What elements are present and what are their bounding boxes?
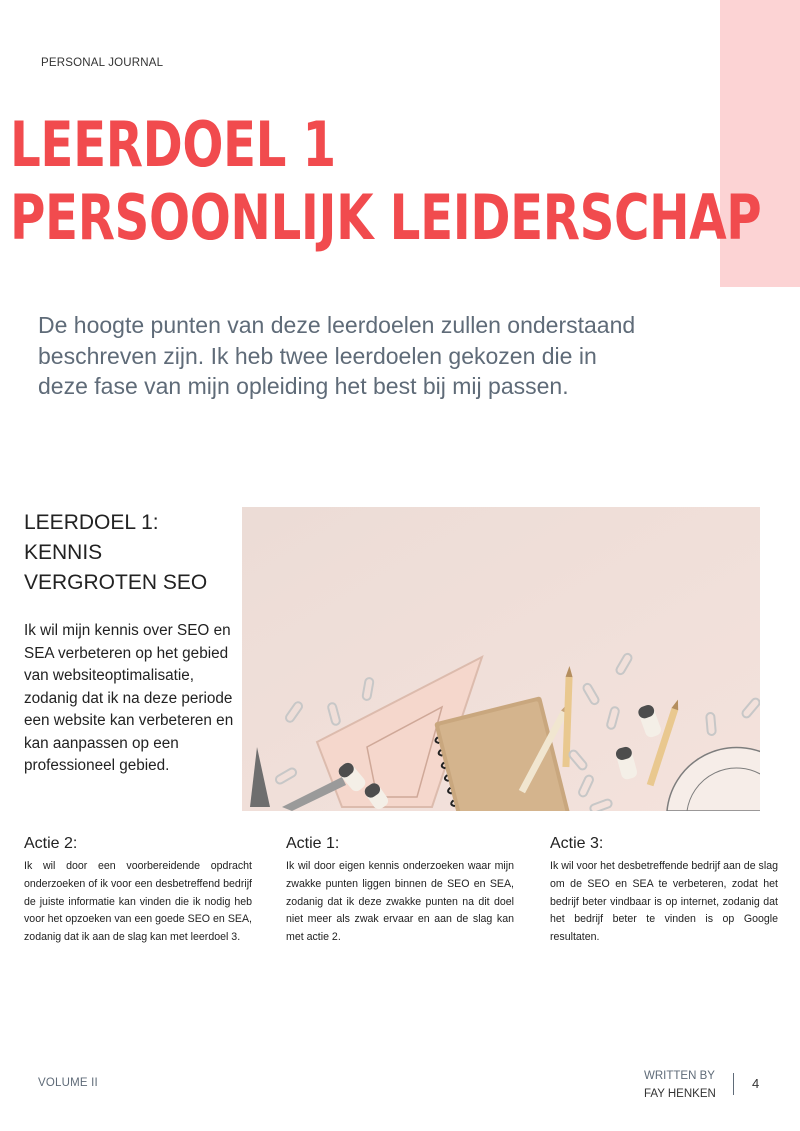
action-3-column <box>550 834 778 947</box>
page-number: 4 <box>752 1076 760 1091</box>
journal-label: PERSONAL JOURNAL <box>41 57 164 69</box>
goal-description: Ik wil mijn kennis over SEO en SEA verbeteren op het gebied van websiteoptimalisatie, zodanig dat ik na deze periode een website kan verbeteren en kan aanpassen op een professioneel gebied. <box>24 622 234 774</box>
action-3-text: Ik wil voor het desbetreffende bedrijf aan de slag om de SEO en SEA te verbeteren, zodat het bedrijf beter vindbaar is op internet, zodanig dat het bedrijf beter te vinden is op Google resultaten. <box>550 860 778 944</box>
page-title <box>10 108 761 254</box>
desk-supplies-photo <box>242 507 760 811</box>
action-2-column <box>24 834 252 947</box>
action-2-title: Actie 2: <box>24 835 78 852</box>
action-1-text: Ik wil door eigen kennis onderzoeken waar mijn zwakke punten liggen binnen de SEO en SEA, zodanig dat ik deze zwakke punten na dit doel niet meer als zwak ervaar en aan de slag kan met actie 2. <box>286 860 514 944</box>
goal-heading <box>24 508 234 598</box>
goal-heading-line-3: VERGROTEN SEO <box>24 571 208 594</box>
author-name: FAY HENKEN <box>644 1088 716 1100</box>
action-1-title: Actie 1: <box>286 835 340 852</box>
volume-label: VOLUME II <box>38 1077 98 1089</box>
action-3-title: Actie 3: <box>550 835 604 852</box>
goal-heading-line-2: KENNIS <box>24 541 103 564</box>
written-by-label: WRITTEN BY <box>644 1070 715 1082</box>
goal-heading-line-1: LEERDOEL 1: <box>24 511 159 534</box>
action-2-text: Ik wil door een voorbereidende opdracht onderzoeken of ik voor een desbetreffend bedrijf de juiste informatie kan vinden die ik nodig heb voor het opzoeken van een goede SEO en SEA, zodanig dat ik aan de slag kan met leerdoel 3. <box>24 860 252 944</box>
intro-paragraph: De hoogte punten van deze leerdoelen zullen onderstaand beschreven zijn. Ik heb twee leerdoelen gekozen die in deze fase van mijn opleiding het best bij mij passen. <box>38 312 636 399</box>
footer-divider <box>733 1073 734 1095</box>
action-1-column <box>286 834 514 947</box>
title-line-1: LEERDOEL 1 <box>10 108 336 181</box>
title-line-2: PERSOONLIJK LEIDERSCHAP <box>10 181 762 254</box>
